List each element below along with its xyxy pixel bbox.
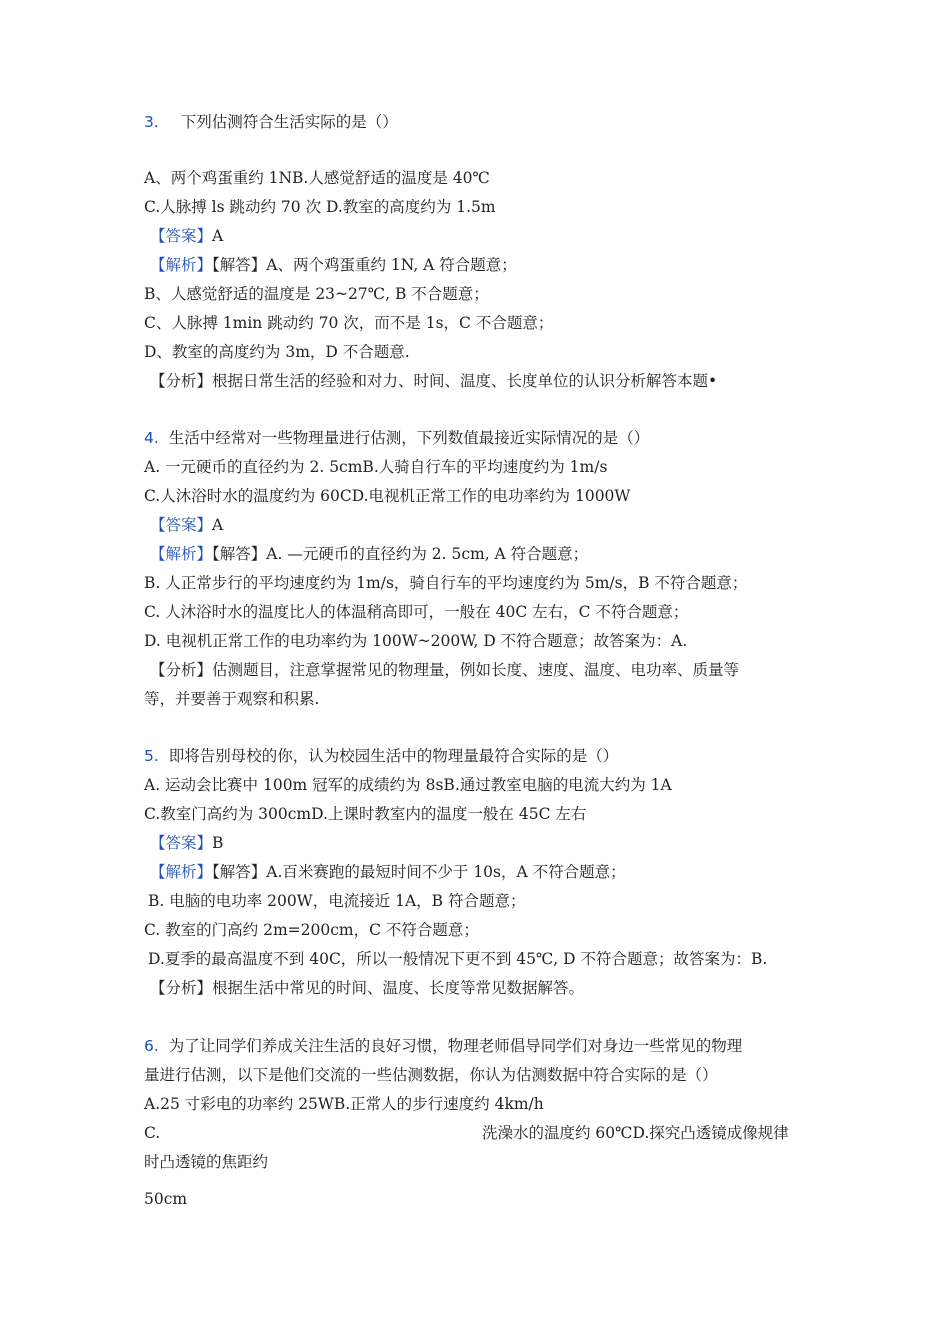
q6-number: 6. xyxy=(144,1037,159,1055)
q4-jiexi-tag: 【解析】 xyxy=(150,545,213,563)
q4-answer-tag: 【答案】 xyxy=(150,516,213,534)
q5-stem-line xyxy=(144,746,618,766)
q3-fenxi: 【分析】根据日常生活的经验和对力、时间、温度、长度单位的认识分析解答本题• xyxy=(150,372,718,390)
q3-jiexi-1: 【解答】A、两个鸡蛋重约 1N, A 符合题意； xyxy=(212,256,517,274)
q5-answer: B xyxy=(212,834,224,852)
q5-answer-tag: 【答案】 xyxy=(150,834,213,852)
q5-options-ab: A. 运动会比赛中 100m 冠军的成绩约为 8sB.通过教室电脑的电流大约为 1A xyxy=(144,776,672,794)
q4-stem: 生活中经常对一些物理量进行估测，下列数值最接近实际情况的是（） xyxy=(168,429,650,447)
q6-option-d-value: 50cm xyxy=(144,1190,188,1208)
q3-number: 3. xyxy=(144,113,159,131)
q3-jiexi-4: D、教室的高度约为 3m，D 不合题意. xyxy=(144,343,410,361)
q4-jiexi-2: B. 人正常步行的平均速度约为 1m/s，骑自行车的平均速度约为 5m/s，B 不符合题意； xyxy=(144,574,748,592)
q6-stem-line-1 xyxy=(144,1036,742,1056)
q3-jiexi-tag: 【解析】 xyxy=(150,256,213,274)
q4-fenxi-2: 等，并要善于观察和积累. xyxy=(144,690,320,708)
q4-options-cd: C.人沐浴时水的温度约为 60CD.电视机正常工作的电功率约为 1000W xyxy=(144,487,631,505)
q5-number: 5. xyxy=(144,747,159,765)
q4-answer: A xyxy=(212,516,224,534)
q5-jiexi-line xyxy=(150,862,626,882)
q4-number: 4. xyxy=(144,429,159,447)
q6-option-c-rest: 洗澡水的温度约 60℃D.探究凸透镜成像规律 xyxy=(482,1124,789,1142)
q4-fenxi-1: 【分析】估测题目，注意掌握常见的物理量，例如长度、速度、温度、电功率、质量等 xyxy=(150,661,740,679)
q6-option-d-cont: 时凸透镜的焦距约 xyxy=(144,1153,269,1171)
q3-stem-line xyxy=(144,112,398,132)
q3-answer-tag: 【答案】 xyxy=(150,227,213,245)
q5-jiexi-1: 【解答】A.百米赛跑的最短时间不少于 10s，A 不符合题意； xyxy=(212,863,626,881)
q6-options-ab: A.25 寸彩电的功率约 25WB.正常人的步行速度约 4km/h xyxy=(144,1095,544,1113)
q3-jiexi-2: B、人感觉舒适的温度是 23~27℃, B 不合题意； xyxy=(144,285,489,303)
q6-stem-2: 量进行估测，以下是他们交流的一些估测数据，你认为估测数据中符合实际的是（） xyxy=(144,1066,718,1084)
q4-jiexi-3: C. 人沐浴时水的温度比人的体温稍高即可，一般在 40C 左右，C 不符合题意； xyxy=(144,603,689,621)
q3-stem: 下列估测符合生活实际的是（） xyxy=(180,113,398,131)
q3-options-cd: C.人脉搏 ls 跳动约 70 次 D.教室的高度约为 1.5m xyxy=(144,198,496,216)
q5-options-cd: C.教室门高约为 300cmD.上课时教室内的温度一般在 45C 左右 xyxy=(144,805,587,823)
q5-fenxi: 【分析】根据生活中常见的时间、温度、长度等常见数据解答。 xyxy=(150,979,585,997)
q5-jiexi-2: B. 电脑的电功率 200W，电流接近 1A，B 符合题意； xyxy=(148,892,526,910)
q4-stem-line xyxy=(144,428,649,448)
q3-jiexi-3: C、人脉搏 1min 跳动约 70 次，而不是 1s，C 不合题意； xyxy=(144,314,554,332)
q5-jiexi-tag: 【解析】 xyxy=(150,863,213,881)
q4-jiexi-line xyxy=(150,544,588,564)
q3-answer: A xyxy=(212,227,224,245)
q4-answer-line xyxy=(150,515,223,535)
q4-options-ab: A. 一元硬币的直径约为 2. 5cmB.人骑自行车的平均速度约为 1m/s xyxy=(144,458,608,476)
q3-answer-line xyxy=(150,226,223,246)
q5-jiexi-3: C. 教室的门高约 2m=200cm，C 不符合题意； xyxy=(144,921,479,939)
q3-jiexi-line xyxy=(150,255,517,275)
q5-stem: 即将告别母校的你，认为校园生活中的物理量最符合实际的是（） xyxy=(168,747,619,765)
q6-stem-1: 为了让同学们养成关注生活的良好习惯，物理老师倡导同学们对身边一些常见的物理 xyxy=(168,1037,743,1055)
q4-jiexi-1: 【解答】A. —元硬币的直径约为 2. 5cm, A 符合题意； xyxy=(212,545,589,563)
q4-jiexi-4: D. 电视机正常工作的电功率约为 100W~200W, D 不符合题意；故答案为：A. xyxy=(144,632,688,650)
q5-answer-line xyxy=(150,833,223,853)
q6-option-c-label: C. xyxy=(144,1124,161,1142)
q5-jiexi-4: D.夏季的最高温度不到 40C，所以一般情况下更不到 45℃, D 不符合题意；故答案为：B. xyxy=(148,950,768,968)
q3-options-ab: A、两个鸡蛋重约 1NB.人感觉舒适的温度是 40℃ xyxy=(144,169,490,187)
